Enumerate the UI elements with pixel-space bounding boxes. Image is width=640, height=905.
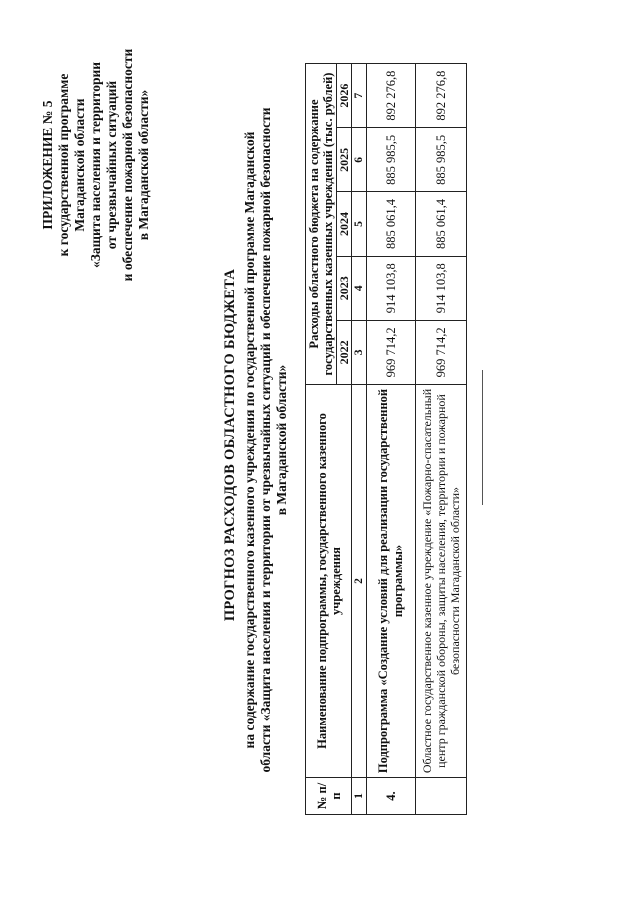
year-header: 2022 [337,320,352,384]
document-title: ПРОГНОЗ РАСХОДОВ ОБЛАСТНОГО БЮДЖЕТА [222,268,238,622]
col-num-header: № п/п [306,778,352,815]
table-row [416,64,467,815]
column-number: 3 [352,320,367,384]
row-name: Областное государственное казенное учреждение «Пожарно-спасательный центр гражданской обороны, защиты населения, территории и пожарной безопасности Магаданской области» [416,385,467,778]
appendix-line: от чрезвычайных ситуаций [104,80,119,250]
document-subtitle [242,75,290,805]
row-number [416,778,467,815]
subtitle-line: на содержание государственного казенного учреждения по государственной программе Магаданской [242,131,257,749]
col-name-header: Наименование подпрограммы, государственного казенного учреждения [306,385,352,778]
end-divider-line [482,370,483,505]
year-header: 2025 [337,128,352,192]
column-number: 5 [352,192,367,256]
row-value: 969 714,2 [367,320,416,384]
table-header-row [306,64,337,815]
column-number: 7 [352,64,367,128]
year-header: 2026 [337,64,352,128]
subtitle-line: области «Защита населения и территории от чрезвычайных ситуаций и обеспечение пожарной безопасности [258,107,273,773]
appendix-line: и обеспечение пожарной безопасности [120,48,135,282]
row-value: 885 985,5 [367,128,416,192]
column-number: 1 [352,778,367,815]
table-row [367,64,416,815]
row-value: 914 103,8 [367,256,416,320]
column-numbers-row [352,64,367,815]
column-number: 2 [352,385,367,778]
appendix-line: ПРИЛОЖЕНИЕ № 5 [40,100,55,230]
row-value: 885 061,4 [367,192,416,256]
appendix-block [40,15,152,315]
appendix-line: «Защита населения и территории [88,61,103,269]
row-name: Подпрограмма «Создание условий для реализации государственной программы» [367,385,416,778]
year-header: 2024 [337,192,352,256]
row-value: 892 276,8 [416,64,467,128]
subtitle-line: в Магаданской области» [274,364,289,516]
appendix-line: к государственной программе [56,73,71,257]
row-value: 892 276,8 [367,64,416,128]
appendix-line: в Магаданской области» [136,89,151,241]
expenses-header: Расходы областного бюджета на содержание государственных казенных учреждений (тыс. рублей) [306,64,337,385]
year-header: 2023 [337,256,352,320]
row-value: 885 061,4 [416,192,467,256]
row-number: 4. [367,778,416,815]
expenses-table [305,63,467,815]
row-value: 914 103,8 [416,256,467,320]
column-number: 4 [352,256,367,320]
appendix-line: Магаданской области [72,98,87,232]
column-number: 6 [352,128,367,192]
row-value: 969 714,2 [416,320,467,384]
row-value: 885 985,5 [416,128,467,192]
